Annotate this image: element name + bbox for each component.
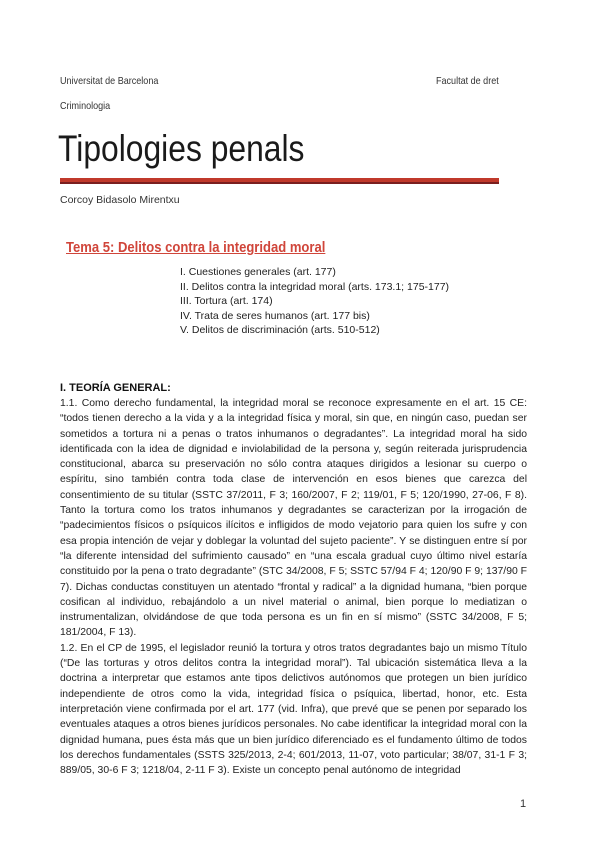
section-heading: I. TEORÍA GENERAL:: [60, 382, 171, 394]
table-of-contents: [180, 265, 449, 338]
toc-item: III. Tortura (art. 174): [180, 295, 273, 307]
toc-item: I. Cuestiones generales (art. 177): [180, 266, 336, 278]
paragraph: 1.2. En el CP de 1995, el legislador reunió la tortura y otros tratos degradantes bajo un mismo Título (“De las torturas y otros delitos contra la integridad moral”). Tal ubicación sistemática lleva a la doctrina a interpretar que estamos ante tipos delictivos autónomos que protegen un bien jurídico independiente de otros como la vida, integridad física o psíquica, libertad, honor, etc. Esta interpretación viene confirmada por el art. 177 (vid. Infra), que prevé que se penen por separado los eventuales ataques a otros bienes jurídicos personales. No cabe identificar la integridad moral con la dignidad humana, pues ésta más que un bien jurídico diferenciado es el fundamento último de todos los derechos fundamentales (SSTS 325/2013, 2-4; 601/2013, 11-07, voto particular; 38/07, 31-1 F 3; 889/05, 30-6 F 3; 1218/04, 2-11 F 3). Existe un concepto penal autónomo de integridad: [60, 642, 527, 777]
title-divider: [60, 178, 499, 184]
topic-title: Tema 5: Delitos contra la integridad moral: [66, 240, 326, 256]
toc-item: II. Delitos contra la integridad moral (arts. 173.1; 175-177): [180, 280, 450, 293]
department-name: Criminologia: [60, 100, 111, 112]
body-text: [60, 396, 527, 778]
toc-item: IV. Trata de seres humanos (art. 177 bis): [180, 309, 370, 322]
author-name: Corcoy Bidasolo Mirentxu: [60, 194, 180, 206]
page-number: 1: [520, 798, 527, 810]
toc-item: V. Delitos de discriminación (arts. 510-512): [180, 324, 380, 336]
university-name: Universitat de Barcelona: [60, 75, 159, 87]
paragraph: 1.1. Como derecho fundamental, la integridad moral se reconoce expresamente en el art. 15 CE: “todos tienen derecho a la vida y a la integridad física y moral, sin que, en ningún caso, puedan ser sometidos a tortura ni a penas o tratos inhumanos o degradantes”. La integridad moral ha sido identificada con la idea de dignidad e inviolabilidad de la persona y, según reiterada jurisprudencia constitucional, abarca su preservación no sólo contra ataques dirigidos a lesionar su cuerpo o espíritu, sino también contra toda clase de intervención en esos bienes que carezca del consentimiento de su titular (SSTC 37/2011, F 3; 160/2007, F 2; 119/01, F 5; 120/1990, 27-06, F 8). Tanto la tortura como los tratos inhumanos y degradantes se caracterizan por la irrogación de “padecimientos físicos o psíquicos ilícitos e infligidos de modo vejatorio para quien los sufre y con esa propia intención de vejar y doblegar la voluntad del sujeto paciente”. Y se distinguen entre sí por “la diferente intensidad del sufrimiento causado” en “una escala gradual cuyo último nivel estaría constituido por la pena o trato degradante” (STC 34/2008, F 5; SSTC 57/94 F 4; 120/90 F 9; 137/90 F 7). Dichas conductas constituyen un atentado “frontal y radical” a la dignidad humana, “bien porque cosifican al individuo, rebajándolo a un nivel material o animal, bien porque lo mediatizan o instrumentalizan, olvidándose de que toda persona es un fin en sí mismo” (SSTC 34/2008, F 5; 181/2004, F 13).: [60, 398, 527, 639]
document-title: Tipologies penals: [58, 128, 305, 169]
faculty-name: Facultat de dret: [436, 75, 499, 87]
